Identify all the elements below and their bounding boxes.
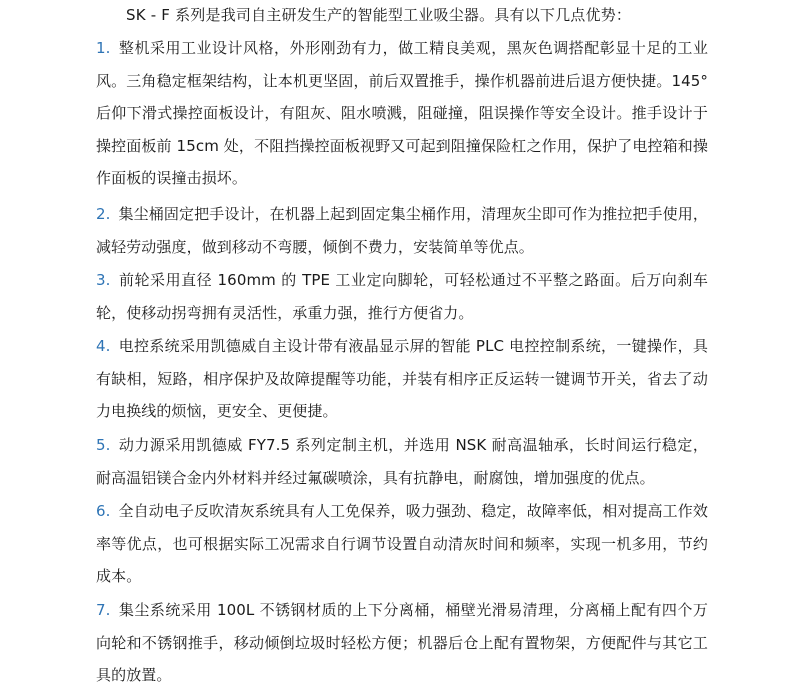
item-text: 全自动电子反吹清灰系统具有人工免保养，吸力强劲、稳定，故障率低，相对提高工作效率等优点，也可根据实际工况需求自行调节设置自动清灰时间和频率，实现一机多用，节约成本。 (96, 502, 708, 585)
item-number: 5. (96, 436, 111, 454)
advantage-item-3 (96, 264, 708, 329)
item-text: 前轮采用直径 160mm 的 TPE 工业定向脚轮，可轻松通过不平整之路面。后万向刹车轮，使移动拐弯拥有灵活性，承重力强，推行方便省力。 (96, 271, 708, 322)
item-number: 2. (96, 205, 111, 223)
item-number: 6. (96, 502, 111, 520)
advantage-item-1 (96, 32, 708, 195)
item-number: 3. (96, 271, 111, 289)
item-text: 整机采用工业设计风格，外形刚劲有力，做工精良美观，黑灰色调搭配彰显十足的工业风。三角稳定框架结构，让本机更坚固，前后双置推手，操作机器前进后退方便快捷。145°后仰下滑式操控面板设计，有阻灰、阻水喷溅，阻碰撞，阻误操作等安全设计。推手设计于操控面板前 15cm 处，不阻挡操控面板视野又可起到阻撞保险杠之作用，保护了电控箱和操作面板的误撞击损坏。 (96, 39, 708, 187)
item-text: 电控系统采用凯德威自主设计带有液晶显示屏的智能 PLC 电控控制系统，一键操作，具有缺相，短路，相序保护及故障提醒等功能，并装有相序正反运转一键调节开关，省去了动力电换线的烦恼，更安全、更便捷。 (96, 337, 708, 420)
advantage-item-2 (96, 198, 708, 263)
item-text: 集尘桶固定把手设计，在机器上起到固定集尘桶作用，清理灰尘即可作为推拉把手使用，减轻劳动强度，做到移动不弯腰，倾倒不费力，安装简单等优点。 (96, 205, 708, 256)
advantage-item-4 (96, 330, 708, 428)
item-text: 动力源采用凯德威 FY7.5 系列定制主机，并选用 NSK 耐高温轴承，长时间运行稳定，耐高温铝镁合金内外材料并经过氟碳喷涂，具有抗静电，耐腐蚀，增加强度的优点。 (96, 436, 708, 487)
intro-paragraph: SK - F 系列是我司自主研发生产的智能型工业吸尘器。具有以下几点优势： (126, 6, 632, 24)
item-number: 4. (96, 337, 111, 355)
advantage-item-7 (96, 594, 708, 692)
item-number: 1. (96, 39, 111, 57)
advantage-item-6 (96, 495, 708, 593)
advantage-item-5 (96, 429, 708, 494)
item-text: 集尘系统采用 100L 不锈钢材质的上下分离桶，桶壁光滑易清理，分离桶上配有四个万向轮和不锈钢推手，移动倾倒垃圾时轻松方便；机器后仓上配有置物架，方便配件与其它工具的放置。 (96, 601, 708, 684)
item-number: 7. (96, 601, 111, 619)
